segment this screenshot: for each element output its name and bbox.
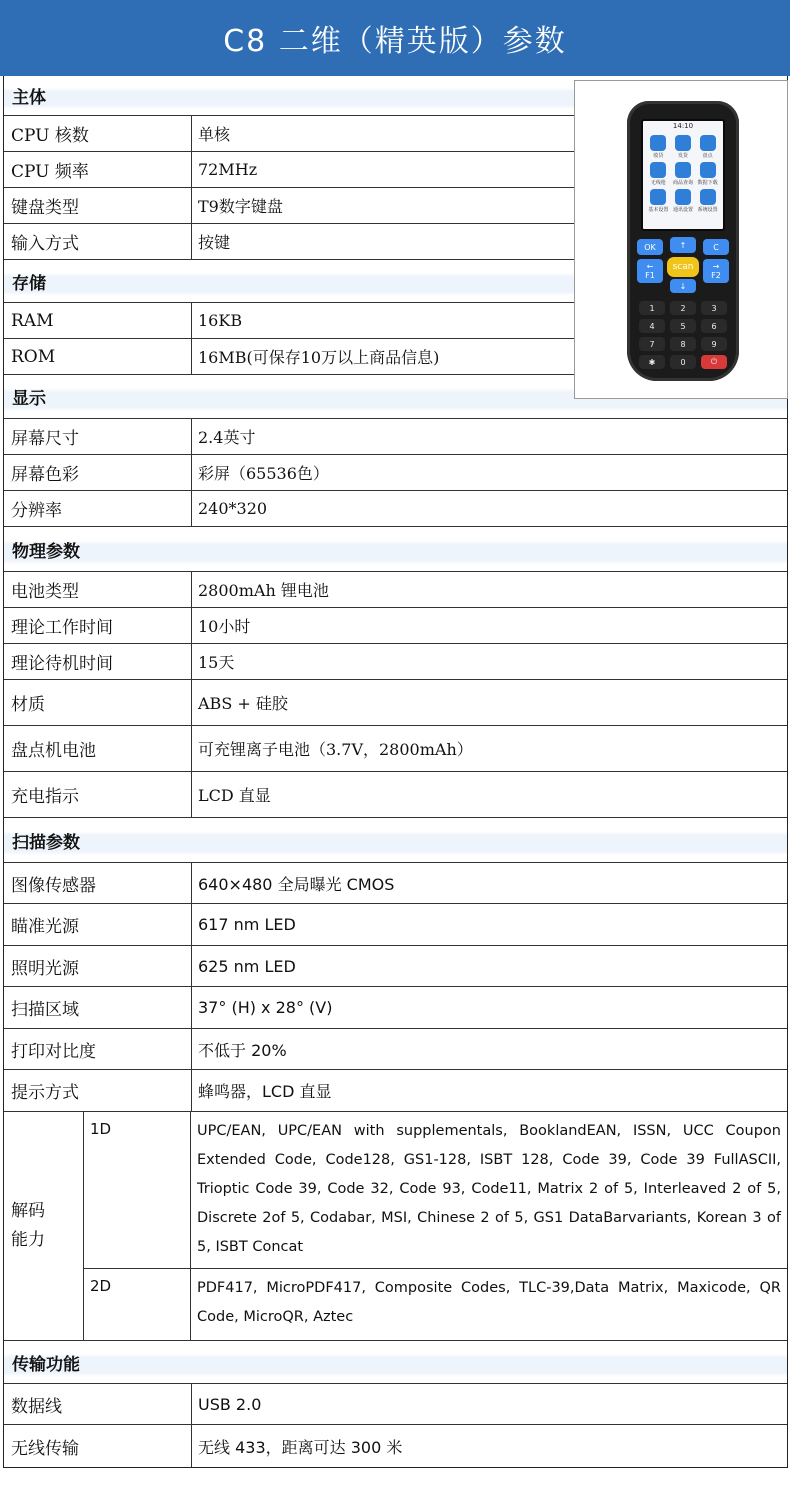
decode-label-line2: 能力 <box>11 1230 45 1250</box>
section-scan: 扫描参数 <box>4 818 787 863</box>
table-row <box>4 572 787 608</box>
key-7: 7 <box>639 337 665 351</box>
table-row <box>4 680 787 726</box>
table-row <box>4 1070 787 1112</box>
row-value: 72MHz <box>198 160 258 179</box>
row-label: CPU 核数 <box>4 116 192 151</box>
row-label: 图像传感器 <box>4 863 192 903</box>
decode-2d-value: PDF417, MicroPDF417, Composite Codes, TLC-39,Data Matrix, Maxicode, QR Code, MicroQR, Aztec <box>197 1280 781 1325</box>
app-icon: 无线枪 <box>647 162 670 186</box>
key-0: 0 <box>670 355 696 369</box>
page-title: C8 二维（精英版）参数 <box>0 0 790 76</box>
row-value: 彩屏（65536色） <box>198 464 329 483</box>
row-value: 按键 <box>198 233 231 252</box>
row-label: 理论工作时间 <box>4 608 192 643</box>
decode-body <box>84 1112 787 1340</box>
row-label: 提示方式 <box>4 1070 192 1111</box>
row-label: CPU 频率 <box>4 152 192 187</box>
app-icon: 通讯设置 <box>672 189 695 213</box>
table-row <box>4 726 787 772</box>
table-row <box>4 946 787 987</box>
key-f1: ← F1 <box>637 259 663 283</box>
product-image <box>574 80 788 399</box>
table-row <box>4 455 787 491</box>
key-3: 3 <box>701 301 727 315</box>
key-4: 4 <box>639 319 665 333</box>
row-label: RAM <box>4 303 192 338</box>
device-status-time: 14:10 <box>672 122 694 130</box>
row-value: 240*320 <box>198 499 268 518</box>
row-value: 无线 433，距离可达 300 米 <box>198 1437 403 1457</box>
row-value: 37° (H) x 28° (V) <box>198 998 333 1017</box>
app-icon: 商品查询 <box>672 162 695 186</box>
row-label: 盘点机电池 <box>4 726 192 771</box>
row-label: 屏幕尺寸 <box>4 419 192 454</box>
row-value: 617 nm LED <box>198 915 296 934</box>
decode-1d-row <box>84 1112 787 1269</box>
table-row <box>4 1425 787 1467</box>
decode-label-line1: 解码 <box>11 1201 45 1221</box>
app-icon: 收货 <box>647 135 670 159</box>
key-c: C <box>703 239 729 255</box>
row-value: 2.4英寸 <box>198 428 256 447</box>
row-value: 2800mAh 锂电池 <box>198 581 329 600</box>
power-icon: ⏻ <box>701 355 727 369</box>
device-app-grid <box>643 132 723 216</box>
row-label: 充电指示 <box>4 772 192 817</box>
key-ok: OK <box>637 239 663 255</box>
decode-1d-type: 1D <box>84 1112 191 1268</box>
key-5: 5 <box>670 319 696 333</box>
row-label: 打印对比度 <box>4 1029 192 1069</box>
row-value: 16MB(可保存10万以上商品信息) <box>198 348 440 367</box>
row-label: 瞄准光源 <box>4 904 192 945</box>
scanner-device <box>627 101 739 381</box>
table-row <box>4 863 787 904</box>
table-row <box>4 987 787 1029</box>
section-display: 显示 <box>4 375 787 419</box>
row-value: LCD 直显 <box>198 786 271 805</box>
table-row <box>4 419 787 455</box>
app-icon: 发货 <box>672 135 695 159</box>
row-label: 键盘类型 <box>4 188 192 223</box>
app-icon: 数据下载 <box>696 162 719 186</box>
device-screen <box>641 119 725 231</box>
key-8: 8 <box>670 337 696 351</box>
row-value: ABS + 硅胶 <box>198 694 288 713</box>
row-value: 单核 <box>198 125 231 144</box>
table-row <box>4 1029 787 1070</box>
key-down: ↓ <box>670 279 696 293</box>
table-row <box>4 772 787 818</box>
table-row <box>4 644 787 680</box>
row-label: 分辨率 <box>4 491 192 526</box>
row-value: 16KB <box>198 311 243 330</box>
section-physical: 物理参数 <box>4 527 787 572</box>
table-row <box>4 904 787 946</box>
row-label: 输入方式 <box>4 224 192 259</box>
row-value: 15天 <box>198 653 235 672</box>
row-value: 不低于 20% <box>198 1040 287 1060</box>
key-9: 9 <box>701 337 727 351</box>
row-label: 照明光源 <box>4 946 192 986</box>
section-transfer: 传输功能 <box>4 1341 787 1384</box>
key-2: 2 <box>670 301 696 315</box>
row-label: 扫描区域 <box>4 987 192 1028</box>
decode-2d-row <box>84 1269 787 1340</box>
row-label: 理论待机时间 <box>4 644 192 679</box>
decode-1d-value: UPC/EAN, UPC/EAN with supplementals, BooklandEAN, ISSN, UCC Coupon Extended Code, Code128, GS1-128, ISBT 128, Code 39, Code 39 FullASCII, Trioptic Code 39, Code 32, Code 93, Code11, Matrix 2 of 5, Interleaved 2 of 5, Discrete 2of 5, Codabar, MSI, Chinese 2 of 5, GS1 DataBarvariants, Korean 3 of 5, ISBT Concat <box>197 1123 781 1255</box>
row-label: ROM <box>4 339 192 374</box>
app-icon: 盘点 <box>696 135 719 159</box>
row-value: 640×480 全局曝光 CMOS <box>198 874 395 894</box>
row-value: 蜂鸣器，LCD 直显 <box>198 1082 332 1101</box>
app-icon: 系统设置 <box>696 189 719 213</box>
key-f2: → F2 <box>703 259 729 283</box>
key-up: ↑ <box>670 237 696 253</box>
table-row <box>4 1384 787 1425</box>
row-value: 625 nm LED <box>198 956 296 976</box>
row-value: 10小时 <box>198 617 251 636</box>
key-6: 6 <box>701 319 727 333</box>
section-main: 主体 <box>4 76 787 116</box>
key-1: 1 <box>639 301 665 315</box>
row-value: T9数字键盘 <box>198 197 283 216</box>
row-value: 可充锂离子电池（3.7V，2800mAh） <box>198 740 473 759</box>
table-row <box>4 491 787 527</box>
row-label: 数据线 <box>4 1384 192 1424</box>
row-value: USB 2.0 <box>198 1394 262 1414</box>
row-label: 材质 <box>4 680 192 725</box>
row-label: 屏幕色彩 <box>4 455 192 490</box>
decode-2d-type: 2D <box>84 1269 191 1340</box>
app-icon: 基本设置 <box>647 189 670 213</box>
key-star: ✱ <box>639 355 665 369</box>
section-storage: 存储 <box>4 260 787 303</box>
table-row <box>4 608 787 644</box>
decode-capability <box>4 1112 787 1341</box>
decode-label <box>4 1112 84 1340</box>
key-scan: scan <box>667 257 699 277</box>
row-label: 无线传输 <box>4 1425 192 1467</box>
row-label: 电池类型 <box>4 572 192 607</box>
